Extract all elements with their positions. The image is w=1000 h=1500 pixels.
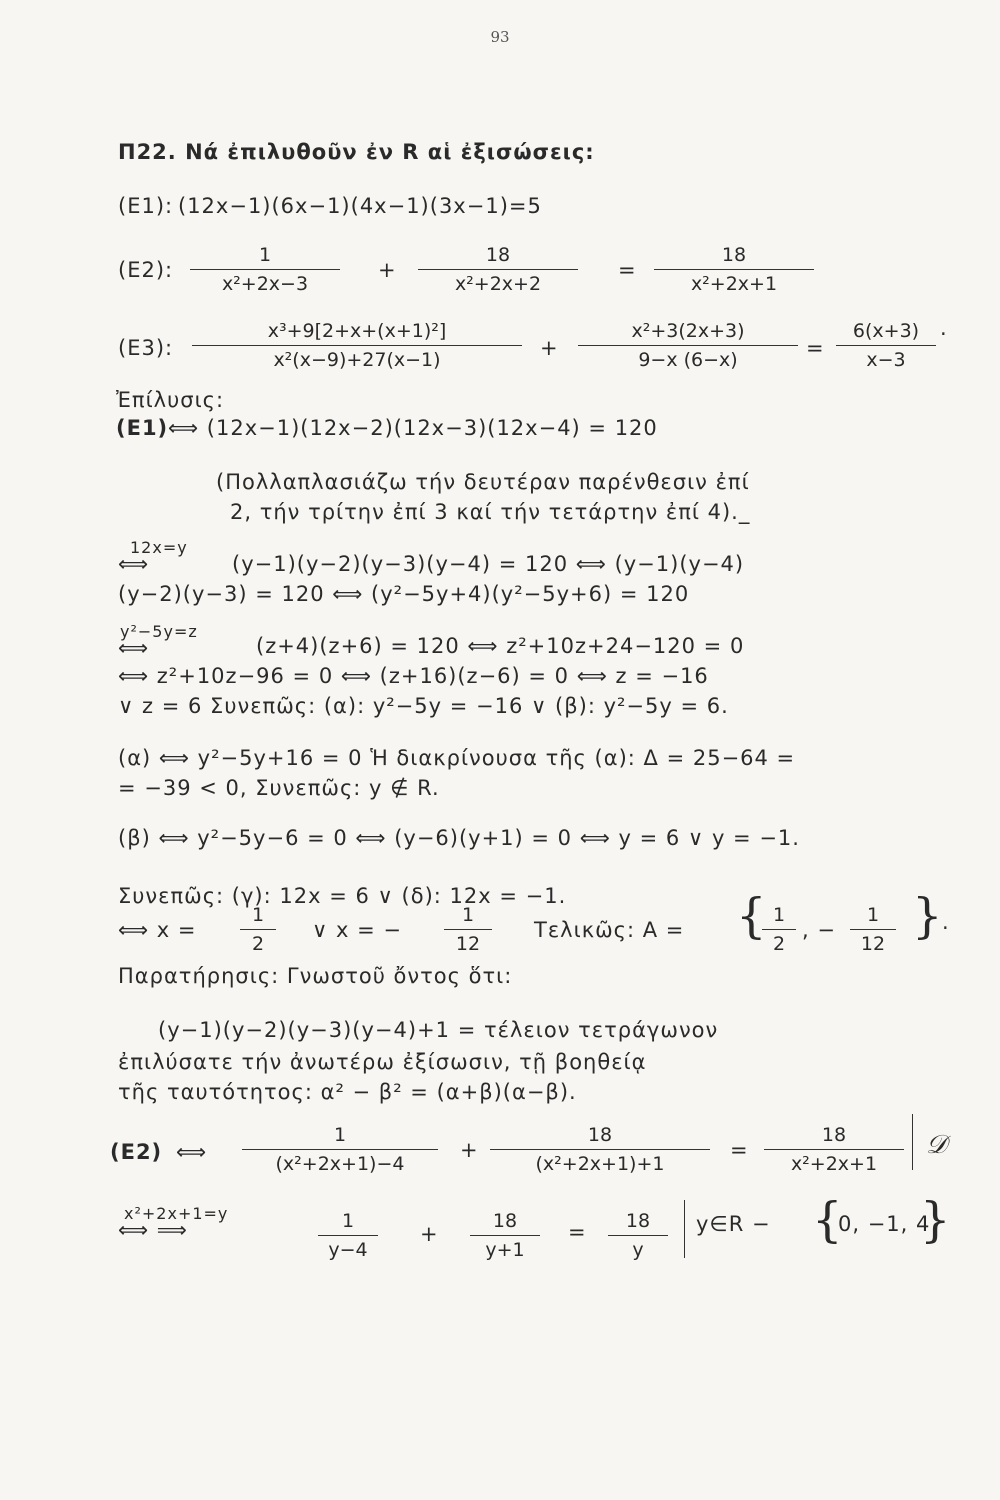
domain-symbol: 𝒟 bbox=[926, 1130, 948, 1160]
solution-line-5: ⟺ z²+10z−96 = 0 ⟺ (z+16)(z−6) = 0 ⟺ z = −16 bbox=[118, 664, 709, 688]
remark-line-2: ἐπιλύσατε τήν ἀνωτέρω ἐξίσωσιν, τῇ βοηθείᾳ bbox=[118, 1050, 647, 1074]
x-fraction-half: $\frac{1}{2}$ bbox=[240, 904, 276, 955]
e2-arrow: ⟺ bbox=[176, 1140, 208, 1164]
e2t-equals: = bbox=[568, 1220, 587, 1244]
solution-line-11a: ⟺ x = bbox=[118, 918, 197, 942]
substitution-arrow-1: ⟺ bbox=[118, 552, 150, 576]
e1-equation: (12x−1)(6x−1)(4x−1)(3x−1)=5 bbox=[178, 194, 542, 218]
e2-plus: + bbox=[378, 258, 397, 282]
set-end: . bbox=[942, 910, 950, 934]
remark-line-3: τῆς ταυτότητος: α² − β² = (α+β)(α−β). bbox=[118, 1080, 577, 1104]
e3-label: (E3): bbox=[118, 336, 174, 360]
solution-line-4: (z+4)(z+6) = 120 ⟺ z²+10z+24−120 = 0 bbox=[256, 634, 745, 658]
set-open-brace: { bbox=[736, 888, 767, 944]
condition-bar bbox=[684, 1200, 685, 1258]
solution-line-8: = −39 < 0, Συνεπῶς: y ∉ R. bbox=[118, 776, 440, 800]
substitution-arrow-3: ⟺ ⟹ bbox=[118, 1218, 188, 1242]
substitution-2: y²−5y=z bbox=[120, 622, 198, 641]
e3-equals: = bbox=[806, 336, 825, 360]
page-number: 93 bbox=[490, 28, 510, 46]
solution-e1-label: (E1) bbox=[116, 416, 169, 440]
e3-fraction-3: $\frac{6(x+3)}{x-3}$ bbox=[836, 320, 936, 371]
e2t-fraction-3: $\frac{18}{y}$ bbox=[608, 1210, 668, 1261]
e2-equals: = bbox=[618, 258, 637, 282]
e3-plus: + bbox=[540, 336, 559, 360]
e2t-fraction-2: $\frac{18}{y+1}$ bbox=[470, 1210, 540, 1261]
solution-line-3: (y−2)(y−3) = 120 ⟺ (y²−5y+4)(y²−5y+6) = 120 bbox=[118, 582, 690, 606]
note-line-2: 2, τήν τρίτην ἐπί 3 καί τήν τετάρτην ἐπί 4)._ bbox=[230, 500, 751, 524]
e2-fraction-2: $\frac{18}{\text{x²+2x+2}}$ bbox=[418, 244, 578, 295]
condition-close-brace: } bbox=[920, 1192, 951, 1248]
e3-fraction-2: $\frac{\text{x²+3(2x+3)}}{9-x (6-x)}$ bbox=[578, 320, 798, 371]
solution-line-11b: ∨ x = − bbox=[312, 918, 403, 942]
note-line-1: (Πολλαπλασιάζω τήν δευτέραν παρένθεσιν ἐπί bbox=[216, 470, 750, 494]
solution-e2-label: (E2) bbox=[110, 1140, 163, 1164]
x-fraction-twelfth: $\frac{1}{12}$ bbox=[444, 904, 492, 955]
e2s-plus: + bbox=[460, 1138, 479, 1162]
solution-line-1: ⟺ (12x−1)(12x−2)(12x−3)(12x−4) = 120 bbox=[168, 416, 658, 440]
e2s-equals: = bbox=[730, 1138, 749, 1162]
e2s-fraction-3: $\frac{18}{\text{x²+2x+1}}$ bbox=[764, 1124, 904, 1175]
substitution-arrow-2: ⟺ bbox=[118, 636, 150, 660]
e2s-fraction-2: $\frac{18}{\text{(x²+2x+1)+1}}$ bbox=[490, 1124, 710, 1175]
set-fraction-half: $\frac{1}{2}$ bbox=[762, 904, 796, 955]
e2t-fraction-1: $\frac{1}{y-4}$ bbox=[318, 1210, 378, 1261]
e2s-fraction-1: $\frac{1}{\text{(x²+2x+1)−4}}$ bbox=[242, 1124, 438, 1175]
solution-line-10: Συνεπῶς: (γ): 12x = 6 ∨ (δ): 12x = −1. bbox=[118, 884, 567, 908]
e2t-condition: y∈R − bbox=[696, 1212, 771, 1236]
e3-fraction-1: $\frac{\text{x³+9[2+x+(x+1)²]}}{\text{x²(x−9)+27(x−1)}}$ bbox=[192, 320, 522, 371]
set-close-brace: } bbox=[912, 888, 943, 944]
solution-line-7: (α) ⟺ y²−5y+16 = 0 Ἡ διακρίνουσα τῆς (α): Δ = 25−64 = bbox=[118, 746, 796, 770]
e1-label: (E1): bbox=[118, 194, 174, 218]
e2t-excluded-set: 0, −1, 4 bbox=[838, 1212, 931, 1236]
problem-heading: Π22. Νά ἐπιλυθοῦν ἐν R αἱ ἐξισώσεις: bbox=[118, 140, 595, 164]
set-fraction-twelfth: $\frac{1}{12}$ bbox=[850, 904, 896, 955]
solution-line-11c: Τελικῶς: A = bbox=[534, 918, 685, 942]
solution-heading: Ἐπίλυσις: bbox=[116, 388, 225, 412]
e3-dot: · bbox=[940, 322, 948, 346]
e2-fraction-1: $\frac{1}{\text{x²+2x−3}}$ bbox=[190, 244, 340, 295]
domain-bar bbox=[912, 1114, 913, 1170]
e2-fraction-3: $\frac{18}{\text{x²+2x+1}}$ bbox=[654, 244, 814, 295]
substitution-1: 12x=y bbox=[130, 538, 188, 557]
solution-line-2: (y−1)(y−2)(y−3)(y−4) = 120 ⟺ (y−1)(y−4) bbox=[232, 552, 745, 576]
remark-heading: Παρατήρησις: Γνωστοῦ ὄντος ὅτι: bbox=[118, 964, 513, 988]
set-comma: , − bbox=[802, 918, 836, 942]
e2-label: (E2): bbox=[118, 258, 174, 282]
condition-open-brace: { bbox=[812, 1192, 843, 1248]
solution-line-6: ∨ z = 6 Συνεπῶς: (α): y²−5y = −16 ∨ (β): y²−5y = 6. bbox=[118, 694, 729, 718]
substitution-3: x²+2x+1=y bbox=[124, 1204, 229, 1223]
solution-line-9: (β) ⟺ y²−5y−6 = 0 ⟺ (y−6)(y+1) = 0 ⟺ y = 6 ∨ y = −1. bbox=[118, 826, 800, 850]
e2t-plus: + bbox=[420, 1222, 439, 1246]
remark-line-1: (y−1)(y−2)(y−3)(y−4)+1 = τέλειον τετράγωνον bbox=[158, 1018, 719, 1042]
